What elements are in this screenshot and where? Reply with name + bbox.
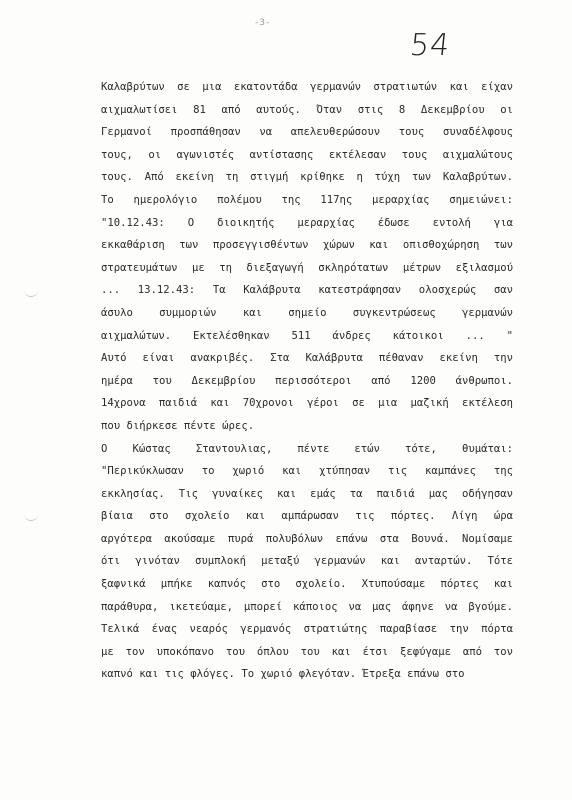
text-line: βίαια στο σχολείο και αμπάρωσαν τις πόρτες. Λίγη ώρα <box>101 510 513 523</box>
text-line: εκκαθάριση των προσεγγισθέντων χώρων και οπισθοχώρηση των <box>101 239 513 252</box>
text-line: "Περικύκλωσαν το χωριό και χτύπησαν τις καμπάνες της <box>101 465 513 478</box>
page-marker: -3- <box>255 18 271 28</box>
text-line: Αυτό είναι ανακριβές. Στα Καλάβρυτα πέθαναν εκείνη την <box>101 352 513 365</box>
text-line: "10.12.43: Ο διοικητής μεραρχίας έδωσε εντολή για <box>101 216 513 229</box>
typewritten-body-text <box>101 76 513 686</box>
text-line: αιχμαλωτίσει 81 από αυτούς. Όταν στις 8 Δεκεμβρίου οι <box>101 103 513 116</box>
text-line: ... 13.12.43: Τα Καλάβρυτα κατεστράφησαν ολοσχερώς σαν <box>101 284 513 297</box>
text-line: που διήρκεσε πέντε ώρες. <box>101 419 255 432</box>
punch-hole-mark <box>24 289 38 297</box>
text-line: ότι γινόταν συμπλοκή μεταξύ γερμανών και ανταρτών. Τότε <box>101 555 513 568</box>
text-line: παράθυρα, ικετεύαμε, μπορεί κάποιος να μας άφηνε να βγούμε. <box>101 600 513 613</box>
text-line: αργότερα ακούσαμε πυρά πολυβόλων επάνω στα Βουνά. Νομίσαμε <box>101 532 513 545</box>
text-line: με τον υποκόπανο του όπλου του και έτσι ξεφύγαμε από τον <box>101 645 513 658</box>
text-line: Ο Κώστας Σταντουλιας, πέντε ετών τότε, θυμάται: <box>101 442 513 455</box>
text-line: 14χρονα παιδιά και 70χρονοι γέροι σε μια μαζική εκτέλεση <box>101 397 513 410</box>
text-line: εκκλησίας. Τις γυναίκες και εμάς τα παιδιά μας οδήγησαν <box>101 487 513 500</box>
text-line: Καλαβρύτων σε μια εκατοντάδα γερμανών στρατιωτών και είχαν <box>101 81 513 93</box>
text-line: άσυλο συμμοριών και σημείο συγκεντρώσεως γερμανών <box>101 306 513 319</box>
text-line: Το ημερολόγιο πολέμου της 117ης μεραρχίας σημειώνει: <box>101 193 513 206</box>
text-line: καπνό και τις φλόγες. Το χωριό φλεγόταν. Έτρεξα επάνω στο <box>101 668 465 681</box>
text-line: τους, οι αγωνιστές αντίστασης εκτέλεσαν τους αιχμαλώτους <box>101 148 513 161</box>
text-line: ημέρα του Δεκεμβρίου περισσότεροι από 1200 άνθρωποι. <box>101 374 513 387</box>
text-line: τους. Από εκείνη τη στιγμή κρίθηκε η τύχη των Καλαβρύτων. <box>101 171 513 184</box>
text-line: στρατευμάτων με τη διεξαγωγή σκληρότατων μέτρων εξιλασμού <box>101 261 513 274</box>
text-line: Γερμανοί προσπάθησαν να απελευθερώσουν τους συναδέλφους <box>101 126 513 139</box>
punch-hole-mark <box>24 513 38 521</box>
text-line: Τελικά ένας νεαρός γερμανός στρατιώτης παραβίασε την πόρτα <box>101 623 513 636</box>
text-line: αιχμαλώτων. Εκτελέσθηκαν 511 άνδρες κάτοικοι ... " <box>101 329 513 342</box>
text-line: ξαφνικά μπήκε καπνός στο σχολείο. Χτυπούσαμε πόρτες και <box>101 578 513 591</box>
handwritten-page-number: 54 <box>408 28 453 63</box>
